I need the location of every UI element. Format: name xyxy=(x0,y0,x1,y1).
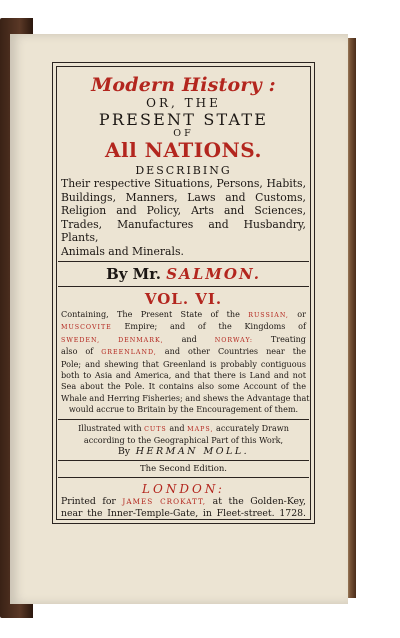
title-page-text xyxy=(58,68,309,521)
contents-line: Whale and Herring Fisheries; and shews the Advantage that xyxy=(61,392,310,403)
contents-muscovite: MUSCOVITE xyxy=(61,324,112,332)
illustrated-by: By xyxy=(117,445,131,457)
description-line: Their respective Situations, Persons, Habits, xyxy=(61,177,306,190)
contents-line: Sea about the Pole. It contains also some Account of the xyxy=(61,381,306,392)
contents-text: Containing, The Present State of the xyxy=(61,309,249,319)
illustrated-text: accurately Drawn xyxy=(213,422,289,433)
imprint-printer: JAMES CROKATT, xyxy=(122,496,207,506)
divider-rule xyxy=(58,261,309,262)
illustrated-moll: HERMAN MOLL. xyxy=(135,445,250,457)
edition: The Second Edition. xyxy=(139,463,228,474)
divider-rule xyxy=(58,460,309,461)
contents-sweden: SWEDEN, xyxy=(61,336,101,344)
illustrated-line xyxy=(58,423,309,435)
illustrated-text: and xyxy=(166,422,188,433)
imprint-line xyxy=(61,496,306,509)
contents-text: and other Countries near the xyxy=(156,346,306,357)
illustrated-by-line xyxy=(58,446,309,457)
divider-rule xyxy=(58,477,309,478)
description-line: Religion and Policy, Arts and Sciences, xyxy=(61,204,306,217)
title-of: OF xyxy=(173,128,194,139)
description-line: Trades, Manufactures and Husbandry, Plants, xyxy=(61,217,306,244)
divider-rule xyxy=(58,286,309,287)
contents-line xyxy=(61,334,306,346)
title-or-the: OR, THE xyxy=(146,96,221,110)
imprint-line: near the Inner-Temple-Gate, in Fleet-street. 1728. xyxy=(61,508,306,520)
contents-line: would accrue to Britain by the Encouragement of them. xyxy=(68,404,299,415)
illustrated-cuts: CUTS xyxy=(144,425,167,433)
contents-text: Treating xyxy=(252,333,306,344)
contents-line: Pole; and shewing that Greenland is probably contiguous xyxy=(61,358,306,369)
contents-description xyxy=(58,309,309,416)
contents-norway: NORWAY: xyxy=(214,336,253,344)
contents-line xyxy=(61,309,306,321)
description-line: Buildings, Manners, Laws and Customs, xyxy=(61,190,306,204)
title-present-state: PRESENT STATE xyxy=(98,110,269,129)
title-describing: DESCRIBING xyxy=(135,164,232,177)
contents-line: both to Asia and America, and that there is Land and not xyxy=(61,370,306,381)
contents-denmark: DENMARK, xyxy=(118,336,164,344)
contents-text: also of xyxy=(61,346,102,357)
author-name: SALMON. xyxy=(166,265,261,283)
illustrated-line: according to the Geographical Part of this Work, xyxy=(83,434,284,445)
contents-text: Empire; and of the Kingdoms of xyxy=(111,321,306,332)
contents-text: and xyxy=(163,333,215,344)
contents-greenland: GREENLAND, xyxy=(101,349,157,357)
description xyxy=(58,177,309,258)
imprint-city: LONDON: xyxy=(142,481,225,496)
illustrated-note xyxy=(58,423,309,457)
title-all-nations: All NATIONS. xyxy=(104,138,262,162)
illustrated-text: Illustrated with xyxy=(78,422,145,433)
divider-rule xyxy=(58,419,309,420)
imprint-text: at the Golden-Key, xyxy=(206,495,306,507)
illustrated-maps: MAPS, xyxy=(187,425,214,433)
imprint xyxy=(58,496,309,521)
description-line: Animals and Minerals. xyxy=(61,244,184,258)
contents-line xyxy=(61,321,306,333)
imprint-text: Printed for xyxy=(61,495,123,507)
title-modern-history: Modern History : xyxy=(91,74,276,96)
contents-text: or xyxy=(288,309,306,319)
author-line xyxy=(58,265,309,283)
volume-number: VOL. VI. xyxy=(144,290,223,308)
contents-russian: RUSSIAN, xyxy=(248,312,289,319)
contents-line xyxy=(61,346,306,358)
author-by: By Mr. xyxy=(106,265,162,283)
